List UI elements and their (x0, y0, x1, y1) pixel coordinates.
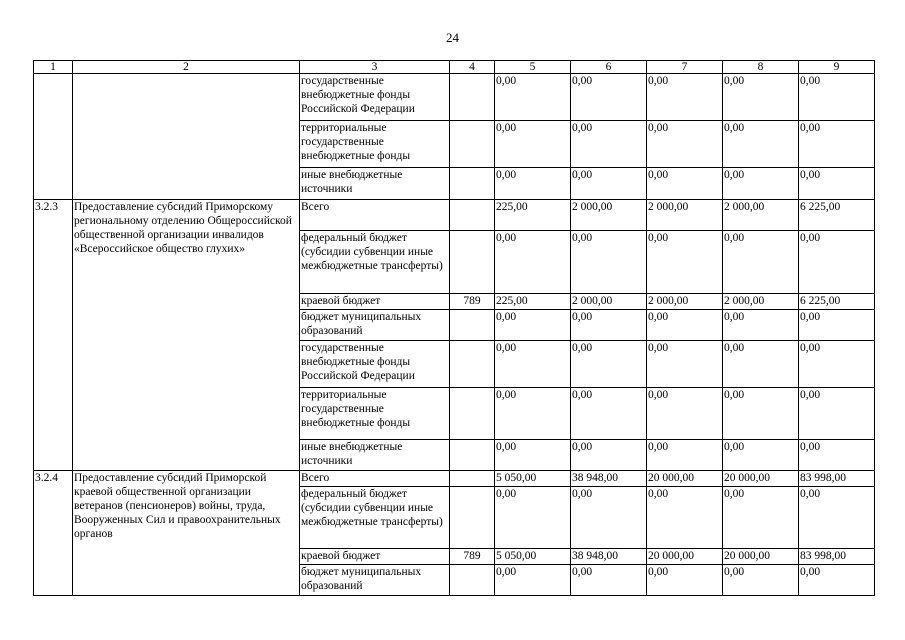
value-cell: 0,00 (647, 74, 723, 121)
value-cell: 2 000,00 (647, 200, 723, 231)
code-cell (450, 388, 495, 440)
value-cell: 0,00 (799, 231, 875, 294)
index-cell: 3.2.3 (34, 200, 73, 471)
value-cell: 0,00 (495, 310, 571, 341)
value-cell: 0,00 (723, 231, 799, 294)
source-cell: государственные внебюджетные фонды Российской Федерации (300, 74, 450, 121)
source-cell: государственные внебюджетные фонды Российской Федерации (300, 341, 450, 388)
value-cell: 225,00 (495, 200, 571, 231)
value-cell: 0,00 (799, 565, 875, 596)
source-cell: федеральный бюджет (субсидии субвенции иные межбюджетные трансферты) (300, 231, 450, 294)
code-cell (450, 121, 495, 168)
code-cell (450, 168, 495, 200)
value-cell: 0,00 (723, 168, 799, 200)
name-cell: Предоставление субсидий Приморскому региональному отделению Общероссийской общественной организации инвалидов «Всероссийское общество глухих» (73, 200, 300, 471)
table-body (34, 74, 875, 596)
source-cell: бюджет муниципальных образований (300, 310, 450, 341)
source-cell: краевой бюджет (300, 549, 450, 565)
table-row (34, 471, 875, 487)
index-cell: 3.2.4 (34, 471, 73, 596)
value-cell: 2 000,00 (571, 200, 647, 231)
value-cell: 0,00 (723, 565, 799, 596)
code-cell (450, 471, 495, 487)
value-cell: 6 225,00 (799, 294, 875, 310)
value-cell: 20 000,00 (647, 471, 723, 487)
value-cell: 0,00 (647, 440, 723, 471)
value-cell: 0,00 (723, 341, 799, 388)
value-cell: 0,00 (571, 440, 647, 471)
value-cell: 0,00 (799, 487, 875, 549)
value-cell: 0,00 (495, 388, 571, 440)
name-cell: Предоставление субсидий Приморской краевой общественной организации ветеранов (пенсионеров) войны, труда, Вооруженных Сил и правоохранительных органов (73, 471, 300, 596)
value-cell: 0,00 (495, 440, 571, 471)
header-cell: 4 (450, 61, 495, 74)
value-cell: 0,00 (495, 341, 571, 388)
value-cell: 0,00 (799, 310, 875, 341)
header-cell: 5 (495, 61, 571, 74)
value-cell: 0,00 (647, 487, 723, 549)
value-cell: 0,00 (799, 74, 875, 121)
table-header (34, 61, 875, 74)
value-cell: 0,00 (571, 388, 647, 440)
header-cell: 9 (799, 61, 875, 74)
value-cell: 83 998,00 (799, 471, 875, 487)
value-cell: 0,00 (647, 168, 723, 200)
value-cell: 0,00 (799, 341, 875, 388)
code-cell (450, 310, 495, 341)
value-cell: 0,00 (495, 168, 571, 200)
table-row (34, 200, 875, 231)
value-cell: 0,00 (571, 74, 647, 121)
code-cell (450, 565, 495, 596)
header-cell: 8 (723, 61, 799, 74)
value-cell: 38 948,00 (571, 549, 647, 565)
source-cell: бюджет муниципальных образований (300, 565, 450, 596)
value-cell: 38 948,00 (571, 471, 647, 487)
code-cell: 789 (450, 549, 495, 565)
value-cell: 0,00 (799, 168, 875, 200)
code-cell (450, 341, 495, 388)
code-cell (450, 74, 495, 121)
value-cell: 5 050,00 (495, 549, 571, 565)
value-cell: 0,00 (723, 388, 799, 440)
value-cell: 0,00 (647, 231, 723, 294)
header-row (34, 61, 875, 74)
value-cell: 2 000,00 (571, 294, 647, 310)
header-cell: 2 (73, 61, 300, 74)
value-cell: 2 000,00 (723, 294, 799, 310)
source-cell: Всего (300, 200, 450, 231)
value-cell: 0,00 (495, 487, 571, 549)
value-cell: 0,00 (723, 121, 799, 168)
source-cell: иные внебюджетные источники (300, 168, 450, 200)
table-row (34, 74, 875, 121)
value-cell: 0,00 (571, 231, 647, 294)
value-cell: 225,00 (495, 294, 571, 310)
value-cell: 20 000,00 (723, 471, 799, 487)
value-cell: 0,00 (799, 388, 875, 440)
code-cell (450, 200, 495, 231)
value-cell: 5 050,00 (495, 471, 571, 487)
value-cell: 0,00 (723, 440, 799, 471)
source-cell: федеральный бюджет (субсидии субвенции иные межбюджетные трансферты) (300, 487, 450, 549)
source-cell: территориальные государственные внебюджетные фонды (300, 121, 450, 168)
header-cell: 3 (300, 61, 450, 74)
code-cell: 789 (450, 294, 495, 310)
source-cell: Всего (300, 471, 450, 487)
value-cell: 0,00 (647, 310, 723, 341)
source-cell: территориальные государственные внебюджетные фонды (300, 388, 450, 440)
value-cell: 0,00 (571, 487, 647, 549)
value-cell: 0,00 (647, 341, 723, 388)
code-cell (450, 440, 495, 471)
value-cell: 2 000,00 (723, 200, 799, 231)
value-cell: 0,00 (647, 565, 723, 596)
value-cell: 0,00 (571, 565, 647, 596)
value-cell: 0,00 (495, 74, 571, 121)
code-cell (450, 231, 495, 294)
value-cell: 20 000,00 (723, 549, 799, 565)
value-cell: 0,00 (647, 388, 723, 440)
page-number: 24 (446, 30, 459, 45)
value-cell: 0,00 (647, 121, 723, 168)
value-cell: 2 000,00 (647, 294, 723, 310)
value-cell: 0,00 (495, 565, 571, 596)
value-cell: 0,00 (571, 341, 647, 388)
value-cell: 83 998,00 (799, 549, 875, 565)
source-cell: краевой бюджет (300, 294, 450, 310)
value-cell: 0,00 (495, 231, 571, 294)
value-cell: 0,00 (799, 121, 875, 168)
value-cell: 0,00 (799, 440, 875, 471)
source-cell: иные внебюджетные источники (300, 440, 450, 471)
code-cell (450, 487, 495, 549)
value-cell: 0,00 (571, 121, 647, 168)
value-cell: 0,00 (571, 310, 647, 341)
value-cell: 6 225,00 (799, 200, 875, 231)
index-cell (34, 74, 73, 200)
value-cell: 0,00 (495, 121, 571, 168)
value-cell: 0,00 (571, 168, 647, 200)
value-cell: 0,00 (723, 310, 799, 341)
header-cell: 1 (34, 61, 73, 74)
name-cell (73, 74, 300, 200)
header-cell: 7 (647, 61, 723, 74)
value-cell: 0,00 (723, 487, 799, 549)
header-cell: 6 (571, 61, 647, 74)
value-cell: 0,00 (723, 74, 799, 121)
budget-table (33, 60, 875, 596)
value-cell: 20 000,00 (647, 549, 723, 565)
